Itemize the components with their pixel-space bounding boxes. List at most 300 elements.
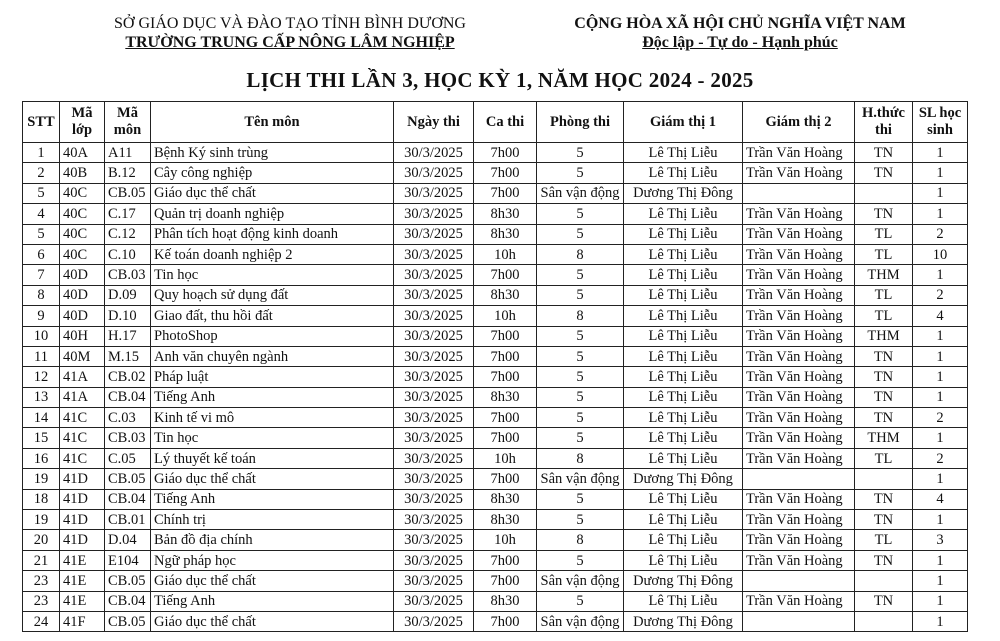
cell-room: Sân vận động [537,611,624,631]
cell-subject-code: C.17 [105,204,151,224]
cell-proctor-1: Lê Thị Liễu [624,387,743,407]
cell-session: 7h00 [474,408,537,428]
cell-exam-date: 30/3/2025 [394,224,474,244]
cell-room: Sân vận động [537,183,624,203]
cell-room: 5 [537,408,624,428]
cell-stt: 5 [23,224,60,244]
cell-exam-date: 30/3/2025 [394,469,474,489]
cell-stt: 19 [23,469,60,489]
cell-subject-code: C.10 [105,244,151,264]
cell-proctor-2: Trần Văn Hoàng [743,367,855,387]
cell-subject-name: Bệnh Ký sinh trùng [151,143,394,163]
table-row [23,224,968,244]
cell-session: 7h00 [474,163,537,183]
cell-class-code: 41E [60,550,105,570]
cell-stt: 2 [23,163,60,183]
cell-stt: 9 [23,306,60,326]
cell-stt: 11 [23,346,60,366]
department-name: SỞ GIÁO DỤC VÀ ĐÀO TẠO TỈNH BÌNH DƯƠNG [114,15,466,32]
table-row [23,346,968,366]
table-row [23,326,968,346]
table-row [23,489,968,509]
cell-exam-date: 30/3/2025 [394,591,474,611]
cell-session: 7h00 [474,367,537,387]
cell-proctor-1: Lê Thị Liễu [624,346,743,366]
cell-proctor-2: Trần Văn Hoàng [743,387,855,407]
cell-class-code: 41C [60,448,105,468]
cell-subject-code: CB.05 [105,571,151,591]
cell-room: Sân vận động [537,571,624,591]
col-header: Ngày thi [394,102,474,143]
table-row [23,408,968,428]
cell-class-code: 40C [60,244,105,264]
cell-proctor-2: Trần Văn Hoàng [743,224,855,244]
cell-session: 10h [474,306,537,326]
cell-stt: 24 [23,611,60,631]
cell-proctor-2: Trần Văn Hoàng [743,306,855,326]
cell-session: 8h30 [474,591,537,611]
cell-student-count: 1 [913,346,968,366]
cell-exam-format: TN [855,204,913,224]
table-row [23,530,968,550]
cell-proctor-2 [743,183,855,203]
col-header: STT [23,102,60,143]
cell-subject-code: CB.05 [105,611,151,631]
cell-subject-code: CB.02 [105,367,151,387]
cell-exam-date: 30/3/2025 [394,244,474,264]
cell-stt: 7 [23,265,60,285]
cell-class-code: 41D [60,489,105,509]
cell-proctor-2: Trần Văn Hoàng [743,591,855,611]
cell-subject-name: Ngữ pháp học [151,550,394,570]
cell-session: 7h00 [474,183,537,203]
col-header: Ca thi [474,102,537,143]
cell-exam-date: 30/3/2025 [394,285,474,305]
cell-session: 7h00 [474,143,537,163]
cell-session: 8h30 [474,510,537,530]
cell-subject-code: CB.04 [105,489,151,509]
cell-session: 10h [474,530,537,550]
cell-student-count: 1 [913,367,968,387]
cell-proctor-1: Lê Thị Liễu [624,224,743,244]
cell-student-count: 2 [913,285,968,305]
cell-class-code: 40B [60,163,105,183]
cell-proctor-1: Dương Thị Đông [624,611,743,631]
cell-room: 5 [537,489,624,509]
cell-subject-code: CB.03 [105,265,151,285]
cell-proctor-1: Dương Thị Đông [624,571,743,591]
table-row [23,510,968,530]
cell-class-code: 40H [60,326,105,346]
cell-subject-name: Tiếng Anh [151,387,394,407]
cell-student-count: 1 [913,611,968,631]
cell-exam-format: TL [855,306,913,326]
cell-proctor-1: Lê Thị Liễu [624,591,743,611]
cell-room: 5 [537,591,624,611]
cell-subject-name: Quản trị doanh nghiệp [151,204,394,224]
cell-proctor-1: Dương Thị Đông [624,183,743,203]
cell-class-code: 41A [60,367,105,387]
cell-subject-code: CB.05 [105,183,151,203]
cell-proctor-1: Lê Thị Liễu [624,326,743,346]
cell-exam-format: TN [855,591,913,611]
page-title: LỊCH THI LẦN 3, HỌC KỲ 1, NĂM HỌC 2024 - 2025 [246,68,754,92]
cell-subject-name: Giáo dục thể chất [151,571,394,591]
cell-proctor-2: Trần Văn Hoàng [743,448,855,468]
table-row [23,550,968,570]
cell-session: 10h [474,448,537,468]
cell-session: 8h30 [474,387,537,407]
cell-exam-format: THM [855,326,913,346]
cell-exam-date: 30/3/2025 [394,448,474,468]
cell-stt: 23 [23,591,60,611]
cell-subject-name: Pháp luật [151,367,394,387]
cell-subject-code: C.03 [105,408,151,428]
col-header: Phòng thi [537,102,624,143]
cell-proctor-1: Lê Thị Liễu [624,244,743,264]
cell-class-code: 41E [60,571,105,591]
cell-proctor-2: Trần Văn Hoàng [743,408,855,428]
cell-subject-code: H.17 [105,326,151,346]
cell-proctor-2: Trần Văn Hoàng [743,428,855,448]
cell-subject-name: Giáo dục thể chất [151,611,394,631]
cell-exam-format: TN [855,489,913,509]
table-row [23,306,968,326]
cell-subject-name: Lý thuyết kế toán [151,448,394,468]
cell-proctor-1: Lê Thị Liễu [624,285,743,305]
cell-exam-format: THM [855,265,913,285]
cell-exam-format: TN [855,367,913,387]
cell-room: 5 [537,265,624,285]
cell-class-code: 40M [60,346,105,366]
national-motto [520,14,960,52]
col-header: Mã môn [105,102,151,143]
cell-student-count: 2 [913,448,968,468]
cell-exam-format: TL [855,224,913,244]
cell-exam-date: 30/3/2025 [394,265,474,285]
cell-room: 8 [537,530,624,550]
cell-exam-format: TL [855,448,913,468]
cell-room: 5 [537,550,624,570]
cell-class-code: 40D [60,285,105,305]
cell-exam-date: 30/3/2025 [394,510,474,530]
table-row [23,428,968,448]
cell-stt: 5 [23,183,60,203]
cell-exam-format: TN [855,408,913,428]
cell-subject-name: Anh văn chuyên ngành [151,346,394,366]
cell-exam-date: 30/3/2025 [394,204,474,224]
cell-room: 5 [537,326,624,346]
table-row [23,469,968,489]
cell-proctor-2: Trần Văn Hoàng [743,265,855,285]
cell-proctor-1: Dương Thị Đông [624,469,743,489]
cell-subject-code: B.12 [105,163,151,183]
cell-student-count: 1 [913,510,968,530]
cell-proctor-2: Trần Văn Hoàng [743,510,855,530]
cell-student-count: 1 [913,143,968,163]
cell-stt: 23 [23,571,60,591]
cell-class-code: 40C [60,183,105,203]
cell-room: 5 [537,428,624,448]
cell-proctor-1: Lê Thị Liễu [624,163,743,183]
cell-stt: 14 [23,408,60,428]
cell-stt: 10 [23,326,60,346]
cell-session: 7h00 [474,611,537,631]
cell-subject-code: M.15 [105,346,151,366]
cell-exam-format: TN [855,163,913,183]
cell-subject-code: C.05 [105,448,151,468]
cell-proctor-2: Trần Văn Hoàng [743,326,855,346]
cell-stt: 18 [23,489,60,509]
cell-student-count: 1 [913,550,968,570]
cell-exam-format: TN [855,510,913,530]
cell-session: 7h00 [474,550,537,570]
cell-exam-format [855,571,913,591]
cell-stt: 1 [23,143,60,163]
table-row [23,285,968,305]
col-header: Mã lớp [60,102,105,143]
cell-proctor-2: Trần Văn Hoàng [743,285,855,305]
cell-student-count: 1 [913,265,968,285]
cell-subject-code: D.09 [105,285,151,305]
cell-room: 5 [537,367,624,387]
table-row [23,183,968,203]
cell-subject-name: Phân tích hoạt động kinh doanh [151,224,394,244]
table-header-row [23,102,968,143]
exam-schedule-table [22,101,968,632]
cell-subject-code: C.12 [105,224,151,244]
cell-session: 10h [474,244,537,264]
cell-subject-code: A11 [105,143,151,163]
country-name: CỘNG HÒA XÃ HỘI CHỦ NGHĨA VIỆT NAM [574,15,906,32]
cell-student-count: 1 [913,428,968,448]
cell-exam-date: 30/3/2025 [394,163,474,183]
col-header: Tên môn [151,102,394,143]
cell-stt: 16 [23,448,60,468]
table-row [23,143,968,163]
cell-subject-name: Quy hoạch sử dụng đất [151,285,394,305]
cell-class-code: 41D [60,530,105,550]
cell-subject-code: D.10 [105,306,151,326]
cell-subject-name: Tiếng Anh [151,591,394,611]
table-row [23,367,968,387]
cell-exam-format: TN [855,387,913,407]
cell-room: 8 [537,244,624,264]
cell-exam-date: 30/3/2025 [394,530,474,550]
cell-proctor-1: Lê Thị Liễu [624,428,743,448]
cell-proctor-1: Lê Thị Liễu [624,204,743,224]
cell-room: 5 [537,346,624,366]
cell-proctor-1: Lê Thị Liễu [624,265,743,285]
cell-class-code: 40D [60,306,105,326]
cell-subject-name: Kế toán doanh nghiệp 2 [151,244,394,264]
cell-student-count: 4 [913,489,968,509]
cell-room: 5 [537,387,624,407]
cell-exam-format [855,469,913,489]
cell-session: 7h00 [474,469,537,489]
cell-session: 7h00 [474,326,537,346]
col-header: Giám thị 2 [743,102,855,143]
cell-student-count: 2 [913,224,968,244]
cell-student-count: 3 [913,530,968,550]
cell-proctor-1: Lê Thị Liễu [624,489,743,509]
cell-exam-date: 30/3/2025 [394,408,474,428]
cell-exam-date: 30/3/2025 [394,367,474,387]
cell-session: 8h30 [474,224,537,244]
cell-session: 8h30 [474,285,537,305]
cell-proctor-2: Trần Văn Hoàng [743,550,855,570]
cell-subject-name: Tin học [151,265,394,285]
cell-student-count: 1 [913,163,968,183]
issuing-authority [100,14,480,52]
cell-exam-format: TL [855,530,913,550]
cell-class-code: 40C [60,204,105,224]
cell-exam-format: THM [855,428,913,448]
cell-stt: 15 [23,428,60,448]
cell-subject-name: Giáo dục thể chất [151,469,394,489]
cell-subject-code: D.04 [105,530,151,550]
cell-class-code: 41C [60,428,105,448]
cell-proctor-1: Lê Thị Liễu [624,306,743,326]
cell-exam-date: 30/3/2025 [394,143,474,163]
cell-exam-format: TL [855,244,913,264]
cell-subject-code: CB.03 [105,428,151,448]
cell-proctor-2: Trần Văn Hoàng [743,244,855,264]
cell-stt: 13 [23,387,60,407]
cell-proctor-1: Lê Thị Liễu [624,510,743,530]
cell-exam-date: 30/3/2025 [394,387,474,407]
cell-class-code: 41E [60,591,105,611]
cell-subject-name: Tiếng Anh [151,489,394,509]
cell-proctor-1: Lê Thị Liễu [624,408,743,428]
cell-proctor-2 [743,611,855,631]
cell-room: 5 [537,224,624,244]
table-row [23,163,968,183]
cell-proctor-2: Trần Văn Hoàng [743,163,855,183]
cell-session: 7h00 [474,265,537,285]
cell-proctor-1: Lê Thị Liễu [624,367,743,387]
cell-exam-date: 30/3/2025 [394,428,474,448]
table-row [23,611,968,631]
cell-subject-code: E104 [105,550,151,570]
table-row [23,448,968,468]
cell-student-count: 1 [913,591,968,611]
cell-exam-format: TN [855,143,913,163]
cell-proctor-2: Trần Văn Hoàng [743,530,855,550]
cell-session: 7h00 [474,346,537,366]
cell-exam-date: 30/3/2025 [394,611,474,631]
cell-exam-format: TN [855,550,913,570]
cell-student-count: 1 [913,183,968,203]
table-body [23,143,968,632]
cell-proctor-2 [743,469,855,489]
cell-student-count: 1 [913,469,968,489]
table-row [23,265,968,285]
cell-subject-code: CB.04 [105,387,151,407]
col-header: H.thức thi [855,102,913,143]
cell-student-count: 1 [913,387,968,407]
cell-student-count: 1 [913,326,968,346]
cell-class-code: 40A [60,143,105,163]
cell-exam-date: 30/3/2025 [394,306,474,326]
cell-class-code: 40D [60,265,105,285]
cell-proctor-1: Lê Thị Liễu [624,530,743,550]
table-row [23,591,968,611]
cell-subject-name: Kinh tế vi mô [151,408,394,428]
cell-stt: 21 [23,550,60,570]
cell-proctor-2: Trần Văn Hoàng [743,489,855,509]
cell-subject-name: Chính trị [151,510,394,530]
cell-class-code: 41D [60,510,105,530]
cell-session: 8h30 [474,489,537,509]
cell-room: 5 [537,510,624,530]
cell-subject-code: CB.04 [105,591,151,611]
school-name: TRƯỜNG TRUNG CẤP NÔNG LÂM NGHIỆP [125,34,455,51]
cell-room: 8 [537,448,624,468]
cell-exam-date: 30/3/2025 [394,489,474,509]
cell-stt: 12 [23,367,60,387]
cell-session: 7h00 [474,571,537,591]
cell-subject-name: Cây công nghiệp [151,163,394,183]
cell-exam-date: 30/3/2025 [394,326,474,346]
cell-proctor-2: Trần Văn Hoàng [743,346,855,366]
cell-subject-code: CB.05 [105,469,151,489]
table-row [23,244,968,264]
cell-subject-name: Giao đất, thu hồi đất [151,306,394,326]
cell-stt: 6 [23,244,60,264]
cell-exam-date: 30/3/2025 [394,550,474,570]
cell-student-count: 1 [913,204,968,224]
cell-student-count: 10 [913,244,968,264]
cell-class-code: 41C [60,408,105,428]
cell-exam-date: 30/3/2025 [394,346,474,366]
cell-session: 8h30 [474,204,537,224]
cell-subject-code: CB.01 [105,510,151,530]
cell-student-count: 2 [913,408,968,428]
cell-stt: 19 [23,510,60,530]
cell-stt: 8 [23,285,60,305]
table-row [23,571,968,591]
cell-room: 5 [537,204,624,224]
cell-stt: 20 [23,530,60,550]
cell-class-code: 41F [60,611,105,631]
cell-student-count: 1 [913,571,968,591]
cell-subject-name: Bản đồ địa chính [151,530,394,550]
cell-proctor-2: Trần Văn Hoàng [743,204,855,224]
col-header: SL học sinh [913,102,968,143]
cell-exam-format: TL [855,285,913,305]
col-header: Giám thị 1 [624,102,743,143]
cell-exam-format [855,183,913,203]
cell-room: 5 [537,163,624,183]
cell-room: Sân vận động [537,469,624,489]
cell-exam-date: 30/3/2025 [394,571,474,591]
cell-proctor-2: Trần Văn Hoàng [743,143,855,163]
cell-proctor-2 [743,571,855,591]
cell-student-count: 4 [913,306,968,326]
cell-exam-format: TN [855,346,913,366]
cell-room: 5 [537,143,624,163]
cell-subject-name: Tin học [151,428,394,448]
cell-room: 5 [537,285,624,305]
cell-proctor-1: Lê Thị Liễu [624,550,743,570]
cell-class-code: 41A [60,387,105,407]
cell-proctor-1: Lê Thị Liễu [624,448,743,468]
table-row [23,387,968,407]
cell-exam-date: 30/3/2025 [394,183,474,203]
cell-proctor-1: Lê Thị Liễu [624,143,743,163]
cell-subject-name: Giáo dục thể chất [151,183,394,203]
